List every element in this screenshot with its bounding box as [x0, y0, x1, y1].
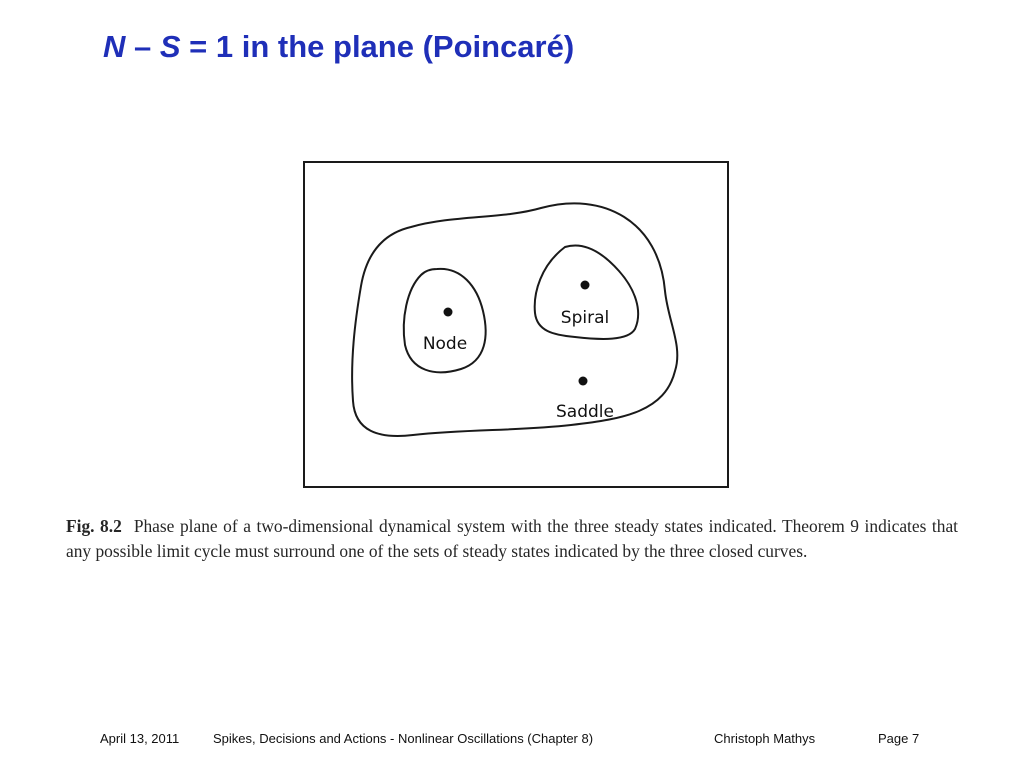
- node-point: [444, 308, 453, 317]
- node-label: Node: [422, 334, 468, 354]
- phase-plane-diagram: [303, 161, 729, 488]
- footer-author: Christoph Mathys: [714, 731, 816, 746]
- spiral-label: Spiral: [560, 308, 610, 328]
- title-rest: = 1 in the plane (Poincaré): [180, 29, 575, 64]
- figure-caption: [66, 514, 958, 564]
- caption-figure-number: Fig. 8.2: [66, 516, 122, 536]
- footer-course: Spikes, Decisions and Actions - Nonlinear Oscillations (Chapter 8): [213, 731, 594, 746]
- saddle-point: [579, 377, 588, 386]
- footer-date: April 13, 2011: [100, 731, 180, 746]
- title-n: N: [103, 29, 126, 64]
- title-dash: –: [125, 29, 160, 64]
- slide-footer: [0, 731, 1024, 749]
- figure-frame: [304, 162, 728, 487]
- slide-title: [103, 28, 574, 66]
- spiral-point: [581, 281, 590, 290]
- footer-page-number: Page 7: [878, 731, 920, 746]
- title-s: S: [159, 29, 181, 64]
- caption-text: Phase plane of a two-dimensional dynamical system with the three steady states indicated. Theorem 9 indicates that any possible limit cycle must surround one of the sets of steady states indicated by the three closed curves.: [66, 516, 959, 561]
- phase-plane-figure: [303, 161, 729, 488]
- saddle-label: Saddle: [556, 402, 614, 422]
